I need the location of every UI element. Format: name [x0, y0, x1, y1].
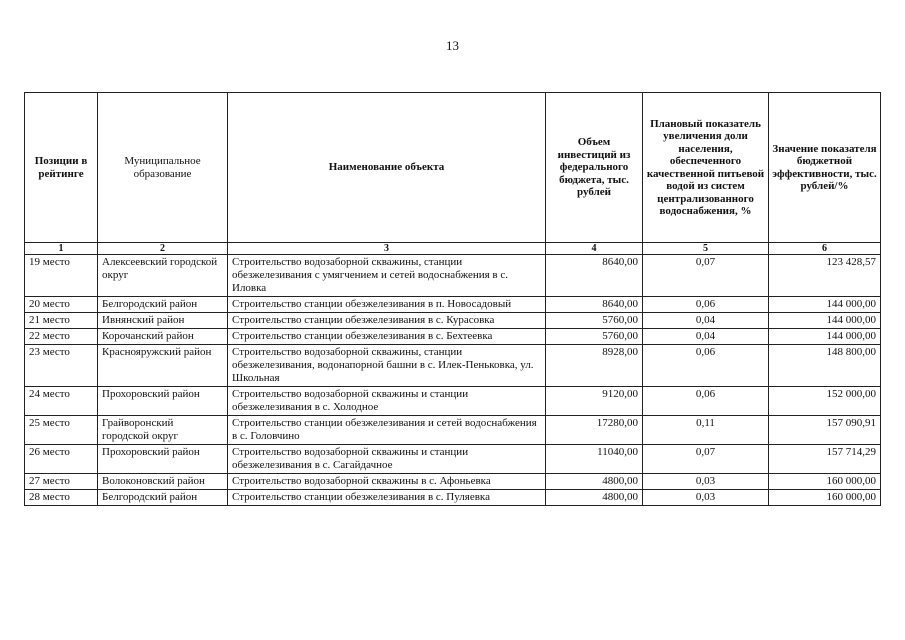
cell-object-name: Строительство водозаборной скважины в с. Афоньевка — [228, 474, 546, 490]
cell-efficiency: 144 000,00 — [769, 313, 881, 329]
cell-position: 25 место — [25, 416, 98, 445]
cell-efficiency: 123 428,57 — [769, 255, 881, 297]
cell-municipality: Алексеевский городской округ — [98, 255, 228, 297]
cell-efficiency: 160 000,00 — [769, 490, 881, 506]
cell-efficiency: 157 090,91 — [769, 416, 881, 445]
cell-object-name: Строительство водозаборной скважины и станции обезжелезивания в с. Сагайдачное — [228, 445, 546, 474]
cell-object-name: Строительство станции обезжелезивания в п. Новосадовый — [228, 297, 546, 313]
cell-object-name: Строительство водозаборной скважины, станции обезжелезивания с умягчением и сетей водоснабжения в с. Иловка — [228, 255, 546, 297]
column-number: 5 — [643, 243, 769, 255]
cell-position: 27 место — [25, 474, 98, 490]
header-indicator: Плановый показатель увеличения доли населения, обеспеченного качественной питьевой водой из систем централизованного водоснабжения, % — [643, 93, 769, 243]
column-number: 6 — [769, 243, 881, 255]
cell-municipality: Волоконовский район — [98, 474, 228, 490]
table-row — [25, 490, 881, 506]
cell-object-name: Строительство водозаборной скважины и станции обезжелезивания в с. Холодное — [228, 387, 546, 416]
cell-indicator: 0,07 — [643, 255, 769, 297]
cell-efficiency: 160 000,00 — [769, 474, 881, 490]
cell-investment: 11040,00 — [546, 445, 643, 474]
cell-efficiency: 152 000,00 — [769, 387, 881, 416]
table-row — [25, 255, 881, 297]
cell-indicator: 0,11 — [643, 416, 769, 445]
cell-position: 28 место — [25, 490, 98, 506]
cell-position: 24 место — [25, 387, 98, 416]
cell-municipality: Краснояружский район — [98, 345, 228, 387]
cell-indicator: 0,03 — [643, 474, 769, 490]
cell-object-name: Строительство станции обезжелезивания в с. Пуляевка — [228, 490, 546, 506]
table-row — [25, 445, 881, 474]
table-row — [25, 387, 881, 416]
column-number: 1 — [25, 243, 98, 255]
cell-efficiency: 144 000,00 — [769, 329, 881, 345]
cell-indicator: 0,06 — [643, 297, 769, 313]
table-row — [25, 297, 881, 313]
header-position: Позиции в рейтинге — [25, 93, 98, 243]
cell-investment: 17280,00 — [546, 416, 643, 445]
cell-indicator: 0,04 — [643, 313, 769, 329]
cell-investment: 5760,00 — [546, 313, 643, 329]
cell-position: 23 место — [25, 345, 98, 387]
cell-investment: 8928,00 — [546, 345, 643, 387]
cell-position: 26 место — [25, 445, 98, 474]
cell-efficiency: 157 714,29 — [769, 445, 881, 474]
header-efficiency: Значение показателя бюджетной эффективности, тыс. рублей/% — [769, 93, 881, 243]
cell-investment: 8640,00 — [546, 297, 643, 313]
rating-table — [24, 92, 881, 506]
column-number: 2 — [98, 243, 228, 255]
cell-object-name: Строительство станции обезжелезивания и сетей водоснабжения в с. Головчино — [228, 416, 546, 445]
cell-investment: 8640,00 — [546, 255, 643, 297]
cell-indicator: 0,03 — [643, 490, 769, 506]
cell-position: 19 место — [25, 255, 98, 297]
cell-efficiency: 148 800,00 — [769, 345, 881, 387]
cell-position: 22 место — [25, 329, 98, 345]
cell-object-name: Строительство станции обезжелезивания в с. Курасовка — [228, 313, 546, 329]
cell-investment: 5760,00 — [546, 329, 643, 345]
cell-object-name: Строительство водозаборной скважины, станции обезжелезивания, водонапорной башни в с. Илек-Пеньковка, ул. Школьная — [228, 345, 546, 387]
column-number: 4 — [546, 243, 643, 255]
cell-municipality: Ивнянский район — [98, 313, 228, 329]
cell-municipality: Прохоровский район — [98, 387, 228, 416]
cell-indicator: 0,07 — [643, 445, 769, 474]
page-number: 13 — [446, 38, 459, 53]
header-investment: Объем инвестиций из федерального бюджета, тыс. рублей — [546, 93, 643, 243]
table-row — [25, 474, 881, 490]
cell-position: 21 место — [25, 313, 98, 329]
table-header-row — [25, 93, 881, 243]
table-row — [25, 329, 881, 345]
cell-municipality: Белгородский район — [98, 297, 228, 313]
cell-indicator: 0,04 — [643, 329, 769, 345]
cell-object-name: Строительство станции обезжелезивания в с. Бехтеевка — [228, 329, 546, 345]
column-number: 3 — [228, 243, 546, 255]
table-row — [25, 313, 881, 329]
cell-indicator: 0,06 — [643, 345, 769, 387]
cell-investment: 9120,00 — [546, 387, 643, 416]
cell-efficiency: 144 000,00 — [769, 297, 881, 313]
cell-municipality: Грайворонский городской округ — [98, 416, 228, 445]
table-row — [25, 345, 881, 387]
cell-position: 20 место — [25, 297, 98, 313]
table-row — [25, 416, 881, 445]
cell-municipality: Прохоровский район — [98, 445, 228, 474]
cell-investment: 4800,00 — [546, 490, 643, 506]
header-municipality: Муниципальное образование — [98, 93, 228, 243]
column-number-row — [25, 243, 881, 255]
cell-municipality: Белгородский район — [98, 490, 228, 506]
header-object: Наименование объекта — [228, 93, 546, 243]
cell-indicator: 0,06 — [643, 387, 769, 416]
cell-municipality: Корочанский район — [98, 329, 228, 345]
cell-investment: 4800,00 — [546, 474, 643, 490]
